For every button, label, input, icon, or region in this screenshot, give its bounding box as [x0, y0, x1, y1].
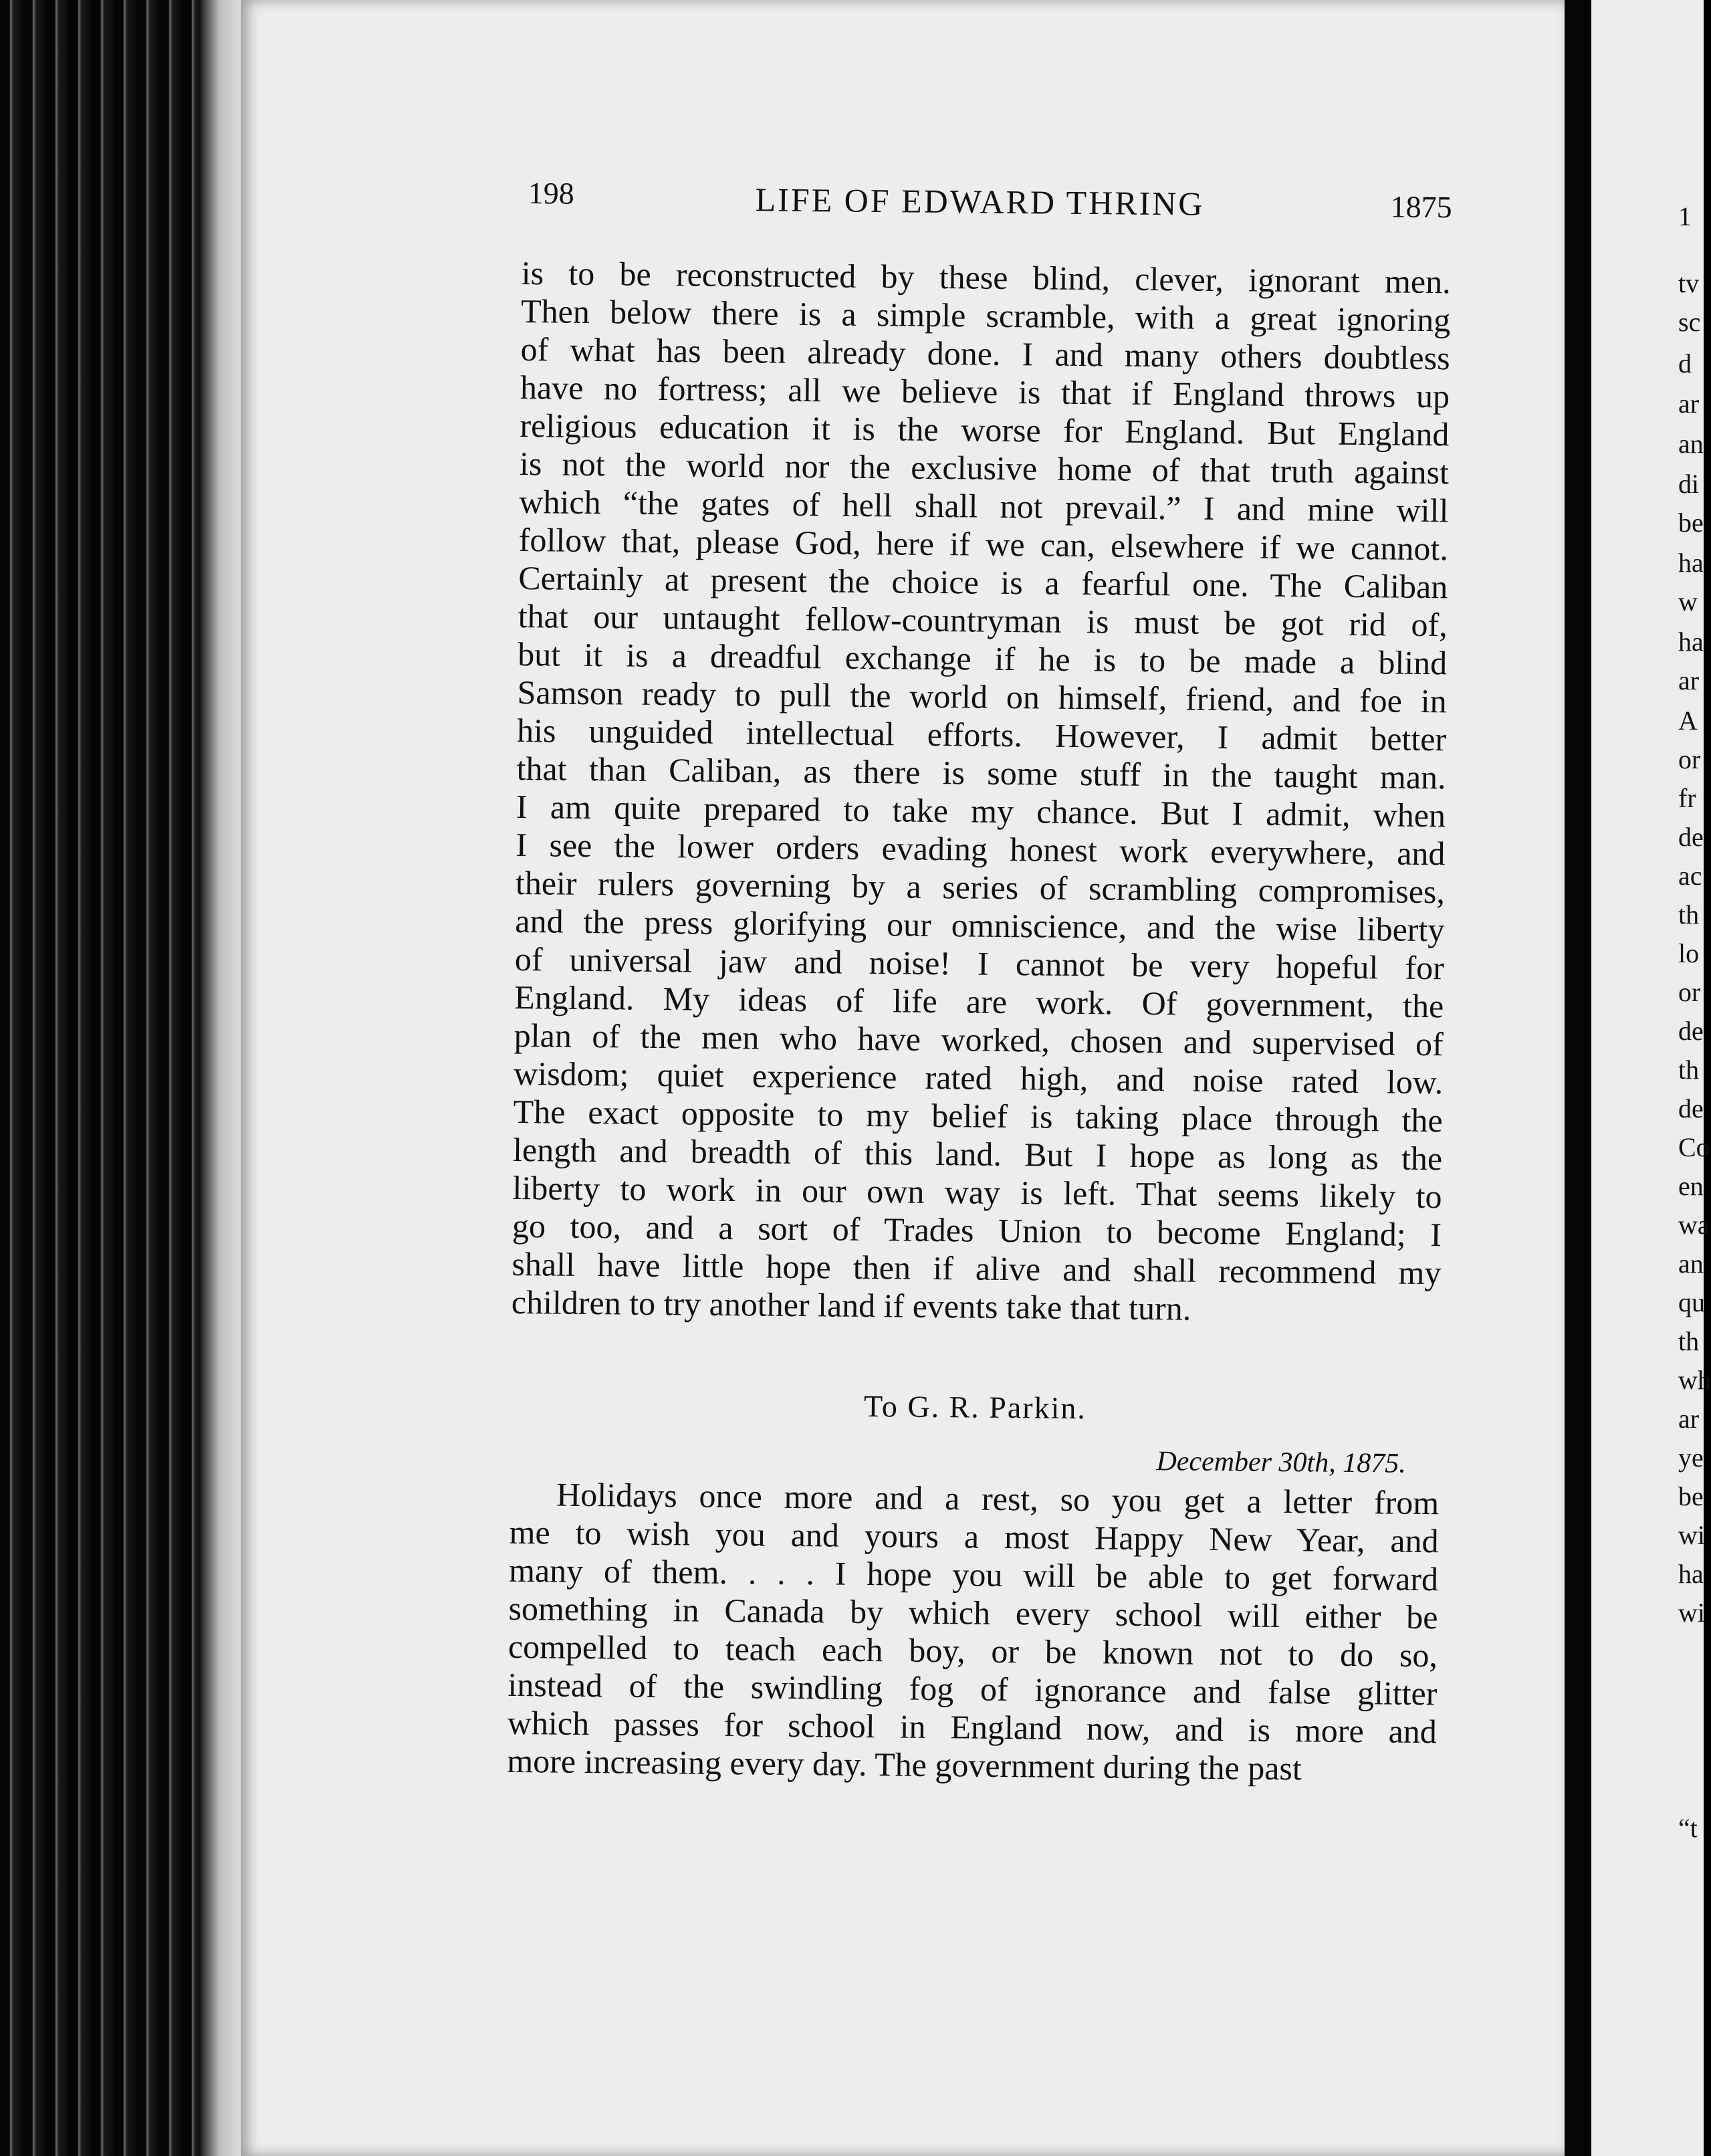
text-line: that our untaught fellow-countryman is must be got rid of, [518, 597, 1448, 644]
text-line: but it is a dreadful exchange if he is to be made a blind [517, 635, 1448, 682]
facing-page-fragment: di [1678, 469, 1700, 499]
letter-continuation [511, 254, 1451, 1330]
facing-page-fragment: th [1678, 1055, 1700, 1085]
text-line: instead of the swindling fog of ignorance and false glitter [507, 1665, 1438, 1713]
facing-page-fragment: ha [1678, 627, 1704, 657]
facing-page-fragment: wa [1678, 1210, 1710, 1240]
facing-page-fragment: “t [1678, 1813, 1698, 1843]
text-line: Then below there is a simple scramble, with a great ignoring [520, 292, 1451, 339]
facing-page-fragment: Co [1678, 1132, 1710, 1162]
facing-page-fragment: w [1678, 586, 1698, 617]
text-line: Holidays once more and a rest, so you get a letter from [556, 1475, 1440, 1522]
facing-page-fragment: be [1678, 508, 1704, 538]
facing-page-fragment: an [1678, 429, 1704, 459]
facing-page-fragment: wi [1678, 1520, 1705, 1550]
facing-page-fragment: lo [1678, 938, 1700, 968]
page-number: 198 [528, 175, 574, 211]
facing-page-fragment: d [1678, 348, 1692, 379]
facing-page-fragment: ac [1678, 861, 1702, 891]
text-line: plan of the men who have worked, chosen and supervised of [514, 1016, 1444, 1063]
facing-page-fragment: en [1678, 1171, 1704, 1201]
text-line: England. My ideas of life are work. Of government, the [514, 978, 1444, 1025]
facing-page-fragment: de [1678, 822, 1704, 852]
text-line: their rulers governing by a series of scrambling compromises, [515, 863, 1446, 911]
facing-page-fragment: A [1678, 706, 1698, 736]
text-line: something in Canada by which every school will either be [508, 1589, 1438, 1636]
letter-heading: To G. R. Parkin. [863, 1388, 1087, 1426]
text-line: length and breadth of this land. But I hope as long as the [512, 1130, 1443, 1178]
text-line: his unguided intellectual efforts. However, I admit better [516, 711, 1447, 758]
text-line: religious education it is the worse for England. But England [520, 406, 1450, 453]
letter-dateline: December 30th, 1875. [1156, 1446, 1406, 1479]
facing-page-fragment: fr [1678, 783, 1696, 813]
facing-page-fragment: tv [1678, 268, 1700, 298]
text-line: many of them. . . . I hope you will be able to get forward [508, 1551, 1439, 1598]
facing-page-fragment: sc [1678, 307, 1701, 337]
facing-page-fragment: th [1678, 899, 1700, 930]
page-body [507, 254, 1451, 1789]
facing-page-fragment: ar [1678, 665, 1700, 695]
text-line: is to be reconstructed by these blind, clever, ignorant men. [521, 254, 1451, 301]
facing-page-fragment: or [1678, 744, 1701, 774]
text-line: The exact opposite to my belief is taking place through the [513, 1092, 1443, 1140]
text-line: of what has been already done. I and many others doubtless [520, 330, 1450, 377]
facing-page-fragment: ha [1678, 1559, 1704, 1589]
text-line: compelled to teach each boy, or be known not to do so, [507, 1627, 1438, 1675]
facing-page-fragment: or [1678, 977, 1701, 1007]
text-line: is not the world nor the exclusive home of that truth against [519, 444, 1450, 492]
text-line: which passes for school in England now, and is more and [507, 1703, 1438, 1751]
text-line: Certainly at present the choice is a fearful one. The Caliban [518, 558, 1448, 606]
facing-page-fragment: wi [1678, 1598, 1705, 1628]
text-line: follow that, please God, here if we can, elsewhere if we cannot. [518, 520, 1449, 568]
text-line: liberty to work in our own way is left. That seems likely to [512, 1168, 1442, 1216]
facing-page [1591, 0, 1711, 2156]
text-line: and the press glorifying our omniscience, and the wise liberty [515, 901, 1445, 949]
text-line: children to try another land if events take that turn. [511, 1283, 1191, 1327]
facing-page-fragment: de [1678, 1016, 1704, 1046]
book-page-edges [0, 0, 247, 2156]
book-gutter [1565, 0, 1591, 2156]
facing-page-fragment: de [1678, 1093, 1704, 1123]
facing-page-fragment: ar [1678, 389, 1700, 419]
header-year: 1875 [1390, 189, 1452, 225]
facing-page-fragment: wh [1678, 1365, 1711, 1395]
text-line: shall have little hope then if alive and shall recommend my [511, 1245, 1442, 1292]
facing-page-fragment: an [1678, 1249, 1704, 1279]
facing-page-fragment: qu [1678, 1287, 1705, 1317]
text-line: that than Caliban, as there is some stuff in the taught man. [516, 749, 1446, 796]
text-line: which “the gates of hell shall not prevail.” I and mine will [519, 482, 1449, 530]
facing-page-fragment: ar [1678, 1404, 1700, 1434]
facing-page-fragment: th [1678, 1326, 1700, 1356]
facing-page-fragment: ha [1678, 548, 1704, 578]
text-line: I am quite prepared to take my chance. But I admit, when [516, 787, 1446, 835]
facing-page-fragment: be [1678, 1481, 1704, 1511]
text-line: me to wish you and yours a most Happy New Year, and [509, 1513, 1439, 1560]
text-line: have no fortress; all we believe is that if England throws up [520, 368, 1450, 415]
letter-body [507, 1475, 1439, 1789]
facing-page-fragment: 1 [1678, 201, 1692, 231]
facing-page-fragment: ye [1678, 1442, 1704, 1473]
text-line: go too, and a sort of Trades Union to become England; I [511, 1206, 1442, 1254]
text-line: I see the lower orders evading honest work everywhere, and [516, 825, 1446, 873]
text-line: of universal jaw and noise! I cannot be very hopeful for [514, 940, 1445, 987]
text-line: wisdom; quiet experience rated high, and noise rated low. [513, 1054, 1444, 1101]
text-line: Samson ready to pull the world on himself, friend, and foe in [517, 673, 1447, 720]
text-line: more increasing every day. The government during the past [507, 1741, 1302, 1788]
running-title: LIFE OF EDWARD THRING [755, 181, 1205, 223]
